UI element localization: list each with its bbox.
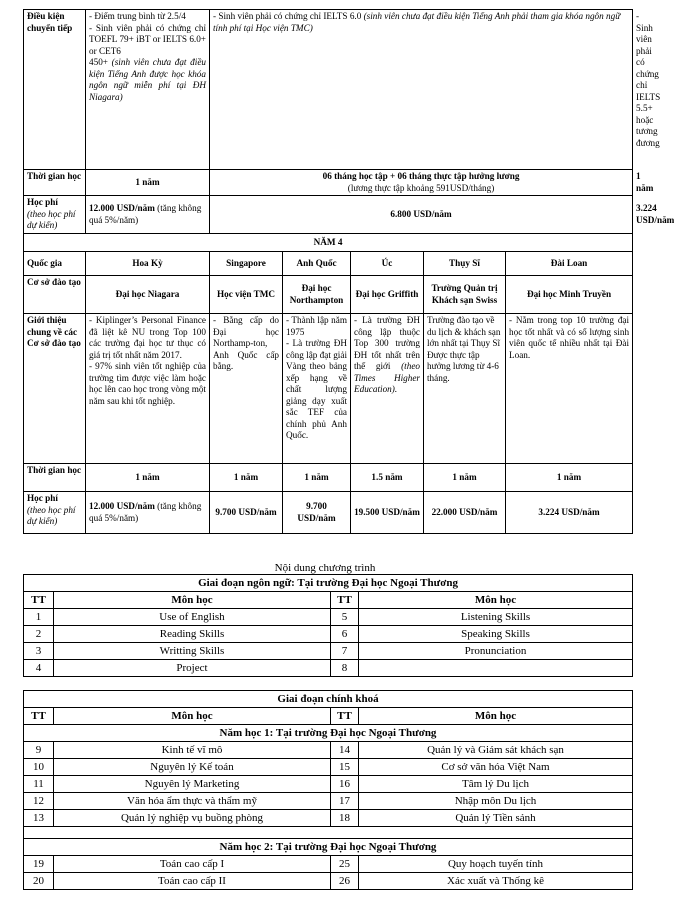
duration-label: Thời gian học: [24, 170, 86, 196]
fee-label: Học phí (theo học phí dự kiến): [24, 196, 86, 234]
language-phase-title: Giai đoạn ngôn ngữ: Tại trường Đại học Ngoại Thương: [24, 575, 633, 592]
program-caption: Nội dung chương trình: [274, 562, 376, 574]
institution-label: Cơ sở đào tạo: [24, 276, 86, 314]
intro-switzerland: Trường đào tạo về du lịch & khách sạn lớn nhất tại Thụy Sĩ Được thực tập hưởng lương từ 4-6 tháng.: [424, 314, 506, 464]
table-row: 10 Nguyên lý Kế toán 15 Cơ sở văn hóa Việt Nam: [24, 759, 633, 776]
table-row: 12 Văn hóa ẩm thực và thẩm mỹ 17 Nhập môn Du lịch: [24, 793, 633, 810]
main-phase-title-row: [24, 691, 633, 708]
year4-fee-switzerland: 22.000 USD/năm: [424, 492, 506, 534]
study-abroad-comparison-table: [23, 9, 674, 534]
institution-usa: Đại học Niagara: [86, 276, 210, 314]
intro-australia: - Là trường ĐH công lập thuộc Top 300 trường ĐH tốt nhất trên thế giới (theo Times Higher Education).: [351, 314, 424, 464]
institution-singapore: Học viện TMC: [210, 276, 283, 314]
table-row: 4 Project 8: [24, 660, 633, 677]
country-australia: Úc: [351, 252, 424, 276]
year4-duration-usa: 1 năm: [86, 464, 210, 492]
intro-usa: - Kiplinger’s Personal Finance đã liệt kê NU trong Top 100 các trường đại học tư thục có giá trị tốt nhất năm 2017. - 97% sinh viên tốt nghiệp của trường tìm được việc làm hoặc học lên cao học trong vòng một năm sau khi tốt nghiệp.: [86, 314, 210, 464]
intro-taiwan: - Nằm trong top 10 trường đại học tốt nhất và có số lượng sinh viên quốc tế nhiều nhất tại Đài Loan.: [506, 314, 633, 464]
year4-duration-singapore: 1 năm: [210, 464, 283, 492]
year4-fee-usa: 12.000 USD/năm (tăng không quá 5%/năm): [86, 492, 210, 534]
table-row: 1 Use of English 5 Listening Skills: [24, 609, 633, 626]
table-row: 11 Nguyên lý Marketing 16 Tâm lý Du lịch: [24, 776, 633, 793]
year1-title: Năm học 1: Tại trường Đại học Ngoại Thương: [24, 725, 633, 742]
year4-duration-taiwan: 1 năm: [506, 464, 633, 492]
institution-switzerland: Trường Quản trị Khách sạn Swiss: [424, 276, 506, 314]
table-row: 9 Kinh tế vĩ mô 14 Quản lý và Giám sát khách sạn: [24, 742, 633, 759]
duration-row-upper: Thời gian học 1 năm 06 tháng học tập + 06 tháng thực tập hưởng lương (lương thực tập khoảng 591USD/tháng) 1 năm: [24, 170, 633, 196]
col-tt-right: TT: [331, 592, 359, 609]
country-label: Quốc gia: [24, 252, 86, 276]
institution-uk: Đại học Northampton: [283, 276, 351, 314]
language-phase-title-row: [24, 575, 633, 592]
main-phase-title: Giai đoạn chính khoá: [24, 691, 633, 708]
institution-taiwan: Đại học Minh Truyền: [506, 276, 633, 314]
country-taiwan: Đài Loan: [506, 252, 633, 276]
main-col-tt-left: TT: [24, 708, 54, 725]
main-col-subject-left: Môn học: [54, 708, 331, 725]
year1-title-row: [24, 725, 633, 742]
conditions-middle: - Sinh viên phải có chứng chỉ IELTS 6.0 (sinh viên chưa đạt điều kiện Tiếng Anh phải tham gia khóa ngôn ngữ tính phí tại Học viện TMC): [210, 10, 633, 170]
year4-fee-australia: 19.500 USD/năm: [351, 492, 424, 534]
intro-label: Giới thiệu chung về các Cơ sở đào tạo: [24, 314, 86, 464]
language-phase-table: [23, 574, 633, 677]
duration-usa: 1 năm: [86, 170, 210, 196]
duration-middle: 06 tháng học tập + 06 tháng thực tập hưởng lương (lương thực tập khoảng 591USD/tháng): [210, 170, 633, 196]
institution-row: [24, 276, 633, 314]
main-phase-table: [23, 690, 633, 890]
col-subject-left: Môn học: [54, 592, 331, 609]
country-usa: Hoa Kỳ: [86, 252, 210, 276]
country-uk: Anh Quốc: [283, 252, 351, 276]
year4-duration-uk: 1 năm: [283, 464, 351, 492]
fee-middle: 6.800 USD/năm: [210, 196, 633, 234]
year4-duration-label: Thời gian học: [24, 464, 86, 492]
intro-uk: - Thành lập năm 1975 - Là trường ĐH công lập đạt giải Vàng theo bảng xếp hạng về chất lượng giảng dạy xuất sắc TEF của chính phủ Anh Quốc.: [283, 314, 351, 464]
year4-fee-label: Học phí (theo học phí dự kiến): [24, 492, 86, 534]
country-singapore: Singapore: [210, 252, 283, 276]
year4-duration-switzerland: 1 năm: [424, 464, 506, 492]
year2-title-row: [24, 839, 633, 856]
section-spacer: [24, 827, 633, 839]
col-tt-left: TT: [24, 592, 54, 609]
country-row: [24, 252, 633, 276]
table-row: 3 Writting Skills 7 Pronunciation: [24, 643, 633, 660]
table-row: 20 Toán cao cấp II 26 Xác xuất và Thống kê: [24, 873, 633, 890]
year4-fee-taiwan: 3.224 USD/năm: [506, 492, 633, 534]
fee-row-upper: Học phí (theo học phí dự kiến) 12.000 USD/năm (tăng không quá 5%/năm) 6.800 USD/năm 3.224 USD/năm: [24, 196, 633, 234]
year4-title: NĂM 4: [24, 234, 633, 252]
col-subject-right: Môn học: [359, 592, 633, 609]
year2-title: Năm học 2: Tại trường Đại học Ngoại Thương: [24, 839, 633, 856]
main-col-subject-right: Môn học: [359, 708, 633, 725]
intro-singapore: - Bằng cấp do Đại học Northamp-ton, Anh Quốc cấp bằng.: [210, 314, 283, 464]
fee-row-year4: [24, 492, 633, 534]
intro-row: [24, 314, 633, 464]
table-row: 19 Toán cao cấp I 25 Quy hoạch tuyến tính: [24, 856, 633, 873]
year4-title-row: [24, 234, 633, 252]
year4-duration-australia: 1.5 năm: [351, 464, 424, 492]
language-phase-header-row: [24, 592, 633, 609]
conditions-label: Điều kiện chuyển tiếp: [24, 10, 86, 170]
main-phase-header-row: [24, 708, 633, 725]
table-row: 13 Quản lý nghiệp vụ buồng phòng 18 Quản lý Tiền sảnh: [24, 810, 633, 827]
year4-fee-singapore: 9.700 USD/năm: [210, 492, 283, 534]
duration-row-year4: [24, 464, 633, 492]
fee-usa: 12.000 USD/năm (tăng không quá 5%/năm): [86, 196, 210, 234]
conditions-row: Điều kiện chuyển tiếp - Điểm trung bình từ 2.5/4 - Sinh viên phải có chứng chỉ TOEFL 79+ iBT or IELTS 6.0+ or CET6 450+ (sinh viên chưa đạt điều kiện Tiếng Anh được học khóa ngôn ngữ miễn phí tại ĐH Niagara) - Sinh viên phải có chứng chỉ IELTS 6.0 (sinh viên chưa đạt điều kiện Tiếng Anh phải tham gia khóa ngôn ngữ tính phí tại Học viện TMC) - Sinh viên phải có chứng chỉ IELTS 5.5+ hoặc tương đương: [24, 10, 633, 170]
main-col-tt-right: TT: [331, 708, 359, 725]
year4-fee-uk: 9.700 USD/năm: [283, 492, 351, 534]
country-switzerland: Thụy Sĩ: [424, 252, 506, 276]
table-row: 2 Reading Skills 6 Speaking Skills: [24, 626, 633, 643]
conditions-usa: - Điểm trung bình từ 2.5/4 - Sinh viên phải có chứng chỉ TOEFL 79+ iBT or IELTS 6.0+ or CET6 450+ (sinh viên chưa đạt điều kiện Tiếng Anh được học khóa ngôn ngữ miễn phí tại ĐH Niagara): [86, 10, 210, 170]
institution-australia: Đại học Griffith: [351, 276, 424, 314]
